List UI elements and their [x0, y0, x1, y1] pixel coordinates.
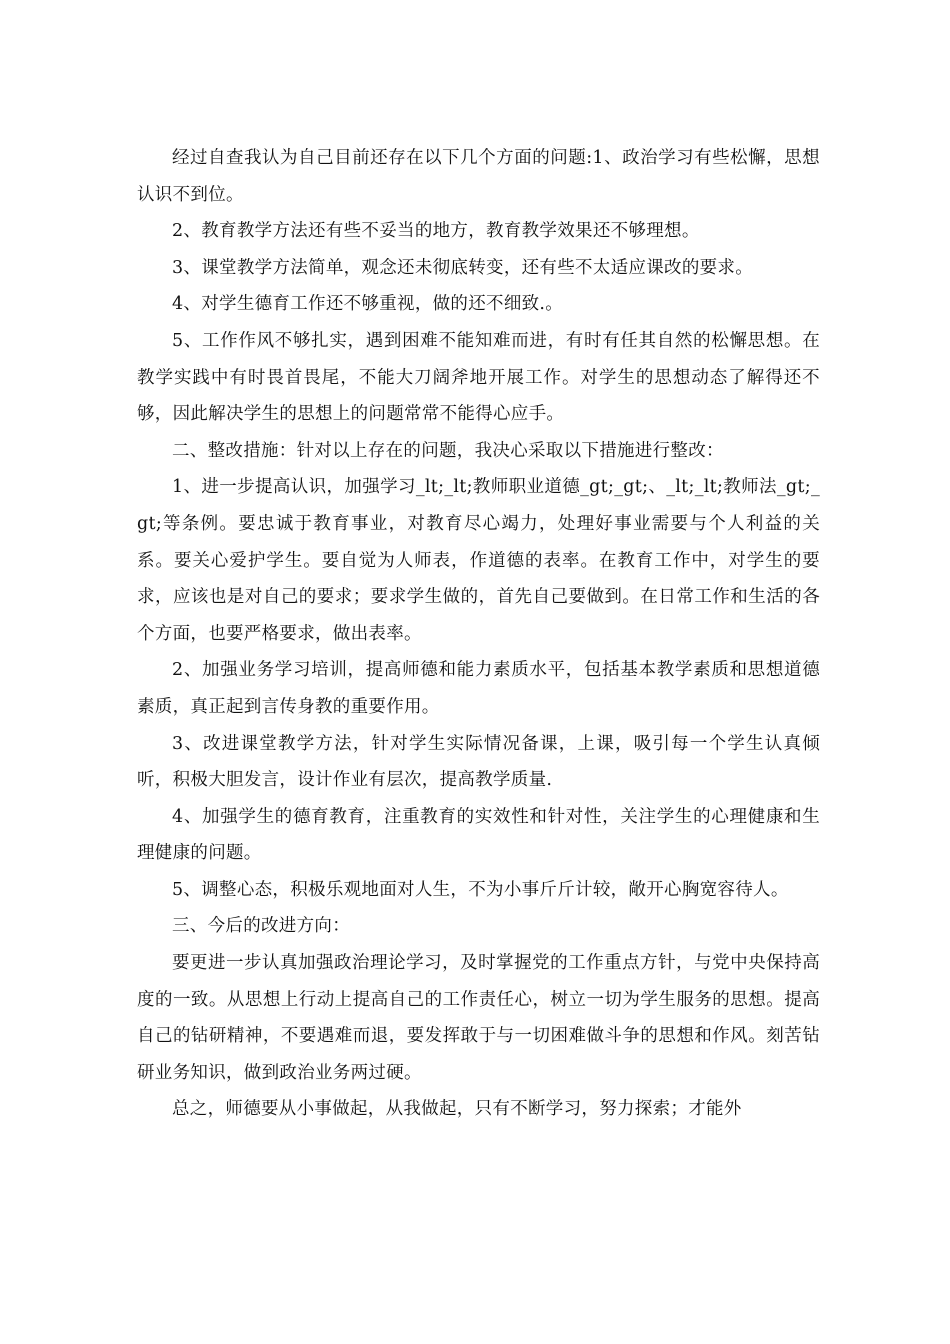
paragraph-conclusion: 总之，师德要从小事做起，从我做起，只有不断学习，努力探索；才能外 — [172, 1099, 742, 1120]
section-heading-improvement: 三、今后的改进方向： — [172, 916, 350, 937]
paragraph-measure-2: 2、加强业务学习培训，提高师德和能力素质水平，包括基本教学素质和思想道德素质，真正起到言传身教的重要作用。 — [137, 660, 820, 717]
paragraph-self-check-intro: 经过自查我认为自己目前还存在以下几个方面的问题:1、政治学习有些松懈，思想认识不到位。 — [137, 148, 820, 205]
paragraph-problem-5: 5、工作作风不够扎实，遇到困难不能知难而进，有时有任其自然的松懈思想。在教学实践中有时畏首畏尾，不能大刀阔斧地开展工作。对学生的思想动态了解得还不够，因此解决学生的思想上的问题常常不能得心应手。 — [137, 330, 820, 425]
paragraph-measure-3: 3、改进课堂教学方法，针对学生实际情况备课，上课，吸引每一个学生认真倾听，积极大胆发言，设计作业有层次，提高教学质量. — [137, 733, 820, 791]
paragraph-measure-4: 4、加强学生的德育教育，注重教育的实效性和针对性，关注学生的心理健康和生理健康的问题。 — [137, 806, 820, 864]
section-heading-measures: 二、整改措施：针对以上存在的问题，我决心采取以下措施进行整改： — [172, 440, 724, 461]
paragraph-problem-4: 4、对学生德育工作还不够重视，做的还不细致.。 — [172, 294, 564, 315]
paragraph-improvement: 要更进一步认真加强政治理论学习，及时掌握党的工作重点方针，与党中央保持高度的一致。从思想上行动上提高自己的工作责任心，树立一切为学生服务的思想。提高自己的钻研精神，不要遇难而退，要发挥敢于与一切困难做斗争的思想和作风。刻苦钻研业务知识，做到政治业务两过硬。 — [137, 953, 820, 1083]
document-body — [137, 140, 820, 1128]
paragraph-measure-5: 5、调整心态，积极乐观地面对人生，不为小事斤斤计较，敞开心胸宽容待人。 — [172, 879, 789, 900]
paragraph-problem-2: 2、教育教学方法还有些不妥当的地方，教育教学效果还不够理想。 — [172, 221, 700, 242]
paragraph-measure-1: 1、进一步提高认识，加强学习_lt;_lt;教师职业道德_gt;_gt;、_lt;_lt;教师法_gt;_gt;等条例。要忠诚于教育事业，对教育尽心竭力，处理好事业需要与个人利益的关系。要关心爱护学生。要自觉为人师表，作道德的表率。在教育工作中，对学生的要求，应该也是对自己的要求；要求学生做的，首先自己要做到。在日常工作和生活的各个方面，也要严格要求，做出表率。 — [137, 477, 820, 644]
paragraph-problem-3: 3、课堂教学方法简单，观念还未彻底转变，还有些不太适应课改的要求。 — [172, 257, 754, 278]
